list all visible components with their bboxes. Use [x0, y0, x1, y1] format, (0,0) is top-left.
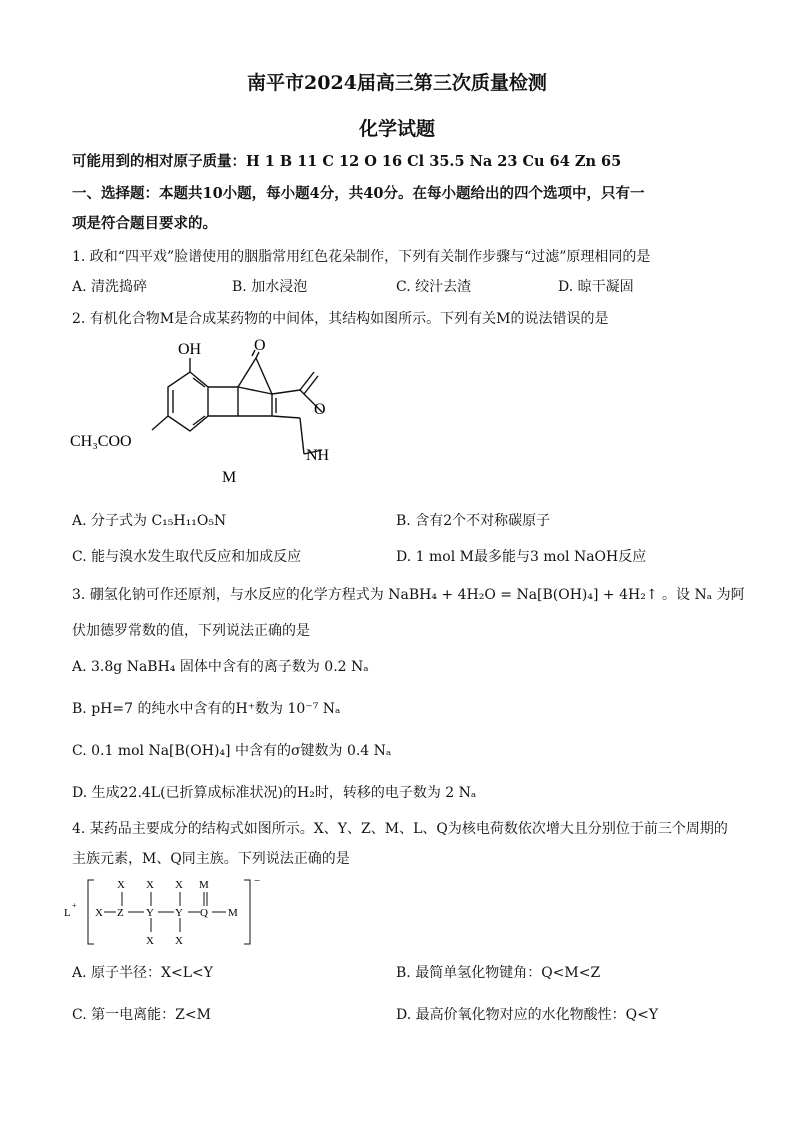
q4-option-a: A. 原子半径：X<L<Y — [72, 965, 213, 981]
q1-option-b: B. 加水浸泡 — [232, 279, 308, 295]
section1-instructions-line2: 项是符合题目要求的。 — [72, 215, 217, 232]
atom-z: Z — [117, 907, 124, 919]
q4-stem-line2: 主族元素，M、Q同主族。下列说法正确的是 — [72, 851, 350, 867]
atom-m-right: M — [228, 907, 238, 919]
q3-stem-line1 — [72, 584, 745, 604]
atom-x-y1-top: X — [146, 879, 154, 891]
atom-x-y2-bottom: X — [175, 935, 183, 947]
q3-stem-part2: 。设 — [662, 587, 691, 603]
ketone-o-label: O — [254, 337, 266, 354]
atom-x-left: X — [95, 907, 103, 919]
q1-option-c: C. 绞汁去渣 — [396, 279, 472, 295]
q2-option-a-formula: C₁₅H₁₁O₅N — [151, 513, 227, 529]
q3-equation: NaBH₄ + 4H₂O = Na[B(OH)₄] + 4H₂↑ — [388, 587, 658, 603]
atom-x-z-top: X — [117, 879, 125, 891]
atom-m-top: M — [199, 879, 209, 891]
q2-option-b: B. 含有2个不对称碳原子 — [396, 513, 551, 529]
q3-stem-line2: 伏加德罗常数的值，下列说法正确的是 — [72, 623, 310, 639]
exam-subject: 化学试题 — [358, 118, 435, 140]
atom-y1: Y — [146, 907, 154, 919]
q3-option-d: D. 生成22.4L(已折算成标准状况)的H₂时，转移的电子数为 2 Nₐ — [72, 785, 477, 801]
anion-charge: − — [254, 875, 261, 887]
section1-instructions-line1: 一、选择题：本题共10小题，每小题4分，共40分。在每小题给出的四个选项中，只有一 — [72, 185, 645, 202]
oh-label: OH — [178, 341, 202, 358]
q3-option-b: B. pH=7 的纯水中含有的H⁺数为 10⁻⁷ Nₐ — [72, 701, 341, 717]
q4-structure-diagram — [64, 872, 284, 952]
nh-label: NH — [306, 447, 330, 464]
q4-option-d: D. 最高价氧化物对应的水化物酸性：Q<Y — [396, 1007, 659, 1023]
q3-option-c: C. 0.1 mol Na[B(OH)₄] 中含有的σ键数为 0.4 Nₐ — [72, 743, 392, 759]
atom-y2: Y — [175, 907, 183, 919]
q3-option-a: A. 3.8g NaBH₄ 固体中含有的离子数为 0.2 Nₐ — [72, 659, 369, 675]
q1-option-d: D. 晾干凝固 — [558, 279, 634, 295]
amide-o-label: O — [314, 401, 326, 418]
exam-title: 南平市2024届高三第三次质量检测 — [247, 72, 547, 94]
q4-stem-line1: 4. 某药品主要成分的结构式如图所示。X、Y、Z、M、L、Q为核电荷数依次增大且分别位于前三个周期的 — [72, 821, 728, 837]
q3-stem-part3: 为阿 — [716, 587, 745, 603]
q2-option-a-text: A. 分子式为 — [72, 513, 148, 529]
q4-option-c: C. 第一电离能：Z<M — [72, 1007, 211, 1023]
compound-m-label: M — [222, 469, 237, 486]
q4-option-b: B. 最简单氢化物键角：Q<M<Z — [396, 965, 601, 981]
q1-option-a: A. 清洗捣碎 — [72, 279, 148, 295]
q2-option-a — [72, 510, 226, 530]
atomic-masses: 可能用到的相对原子质量：H 1 B 11 C 12 O 16 Cl 35.5 Na 23 Cu 64 Zn 65 — [72, 153, 622, 170]
ester-label: CH₃COO — [70, 433, 132, 450]
q2-structure-diagram — [60, 332, 360, 502]
q2-option-d: D. 1 mol M最多能与3 mol NaOH反应 — [396, 549, 647, 565]
q3-avogadro-symbol: Nₐ — [694, 587, 713, 603]
q3-stem-part1: 3. 硼氢化钠可作还原剂，与水反应的化学方程式为 — [72, 587, 384, 603]
cation-charge: + — [72, 901, 77, 910]
q2-option-c: C. 能与溴水发生取代反应和加成反应 — [72, 549, 302, 565]
atom-q: Q — [200, 907, 208, 919]
atom-x-y2-top: X — [175, 879, 183, 891]
cation-l: L — [64, 907, 71, 919]
q1-stem: 1. 政和“四平戏”脸谱使用的胭脂常用红色花朵制作，下列有关制作步骤与“过滤”原理相同的是 — [72, 249, 651, 265]
atom-x-y1-bottom: X — [146, 935, 154, 947]
q2-stem: 2. 有机化合物M是合成某药物的中间体，其结构如图所示。下列有关M的说法错误的是 — [72, 311, 609, 327]
